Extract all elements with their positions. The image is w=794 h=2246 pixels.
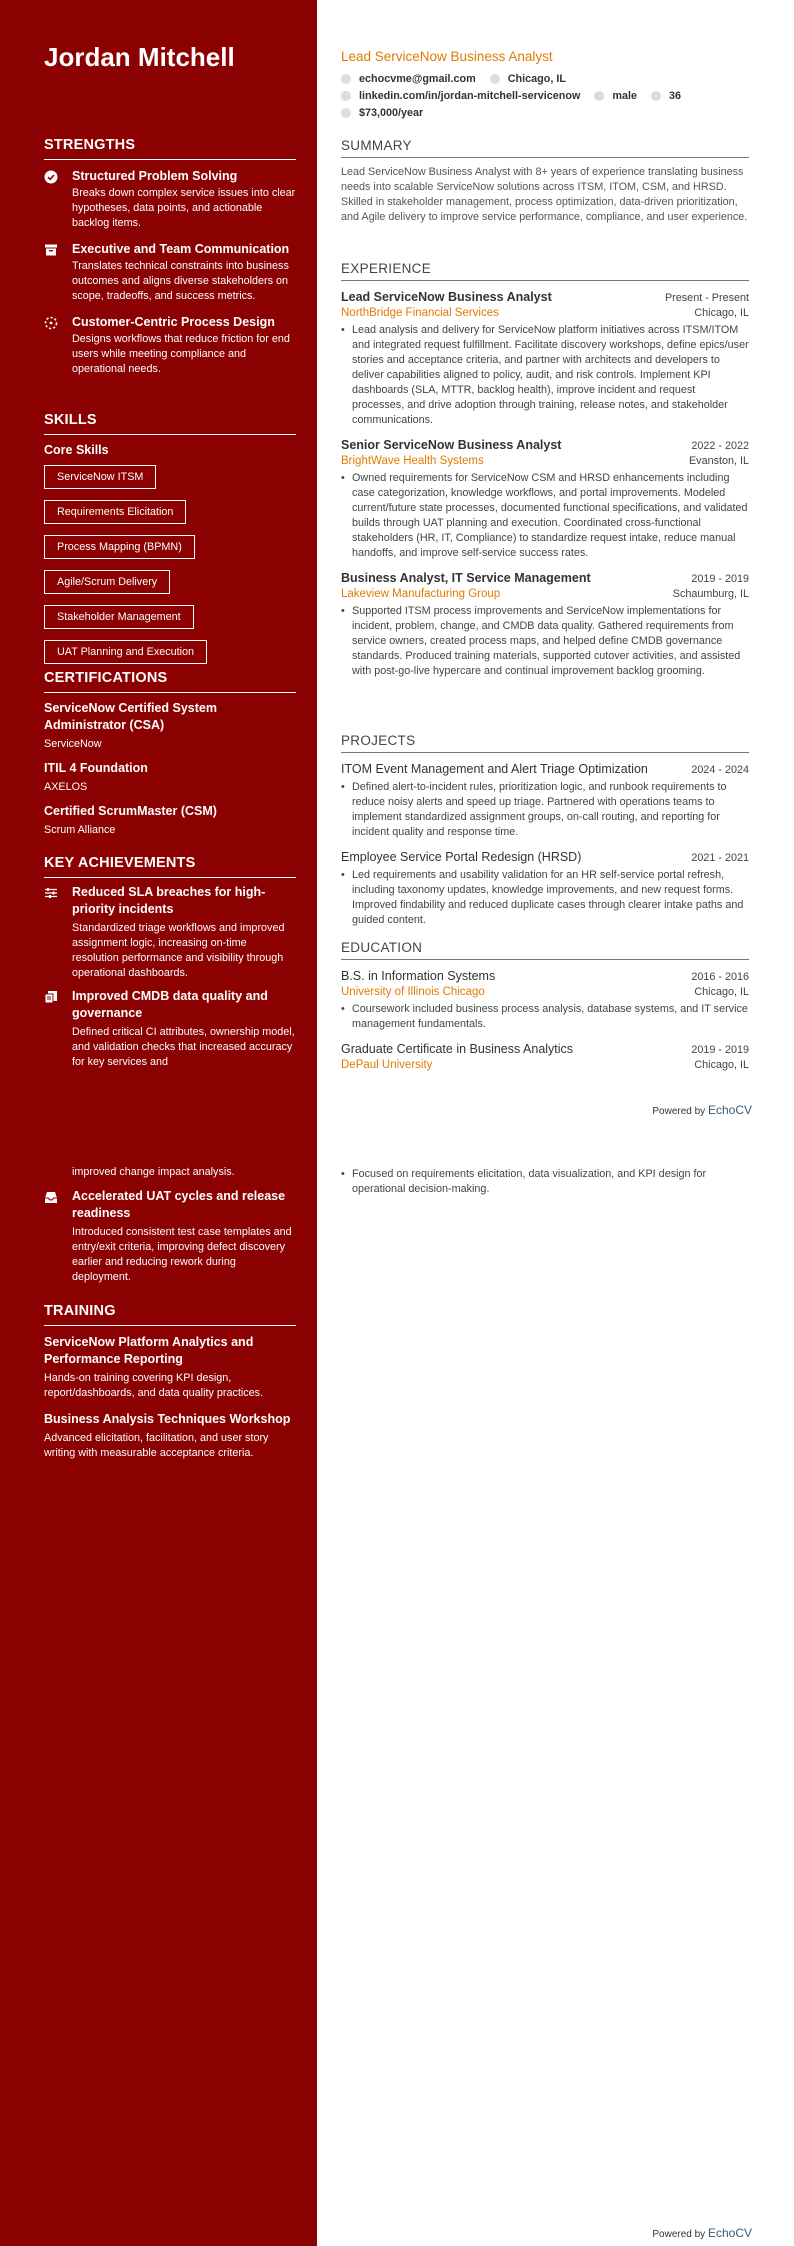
user-icon (594, 91, 604, 101)
edu-date: 2016 - 2016 (691, 971, 749, 983)
experience-entry: Business Analyst, IT Service Management 2019 - 2019 Lakeview Manufacturing Group Schaumburg, IL • Supported ITSM process improvements and ServiceNow implementations for incident, problem, change, and CMDB data quality. Gathered requirements from service owners, created process maps, and helped define CMDB governance standards. Produced training materials, supported cutover activities, and assisted with post-go-live hypercare and continual improvement backlog grooming. (341, 571, 749, 677)
achievement-title: Reduced SLA breaches for high-priority incidents (72, 885, 266, 916)
exp-loc: Chicago, IL (694, 307, 749, 319)
archive-icon (44, 243, 58, 257)
strength-item (44, 168, 296, 231)
achievement-item (44, 884, 296, 981)
education-entry: B.S. in Information Systems 2016 - 2016 University of Illinois Chicago Chicago, IL • Coursework included business process analysis, database systems, and IT service management fundamentals. (341, 969, 749, 1030)
powered-label: Powered by (652, 1106, 706, 1117)
education-entry (341, 1042, 749, 1071)
check-circle-icon (44, 170, 58, 184)
education-bullet-continued: • Focused on requirements elicitation, data visualization, and KPI design for operational decision-making. (341, 1163, 749, 1197)
exp-org: NorthBridge Financial Services (341, 307, 499, 319)
project-bullet: Led requirements and usability validation for an HR self-service portal refresh, including taxonomy updates, knowledge improvements, and new request forms. Improved findability and reduced duplicate cases through clearer intake paths and guided content. (352, 869, 744, 926)
exp-bullet: Lead analysis and delivery for ServiceNow platform initiatives across ITSM/ITOM and integrated request fulfillment. Facilitate discovery workshops, define epics/user stories and acceptance criteria, and partner with architects and developers to deliver capabilities aligned to policy, audit, and risk controls. Implement KPI dashboards (SLA, MTTR, backlog health), improve incident and request processes, and drive adoption through training, release notes, and stakeholder communications. (352, 324, 749, 426)
project-entry: ITOM Event Management and Alert Triage Optimization 2024 - 2024 • Defined alert-to-incident rules, prioritization logic, and runbook requirements to reduce noisy alerts and speed up triage. Partnered with operations teams to implement standardized assignment groups, on-call routing, and reporting for incident quality and response time. (341, 762, 749, 838)
exp-loc: Evanston, IL (688, 455, 749, 467)
strength-desc: Translates technical constraints into business outcomes and aligns diverse stakeholders on scope, tradeoffs, and success metrics. (72, 260, 289, 302)
link-icon (341, 91, 351, 101)
brand-logo[interactable]: EchoCV (707, 2226, 752, 2240)
strength-title: Customer-Centric Process Design (72, 315, 275, 329)
exp-title: Business Analyst, IT Service Management (341, 571, 591, 585)
strength-title: Structured Problem Solving (72, 169, 238, 183)
achievement-title: Accelerated UAT cycles and release readiness (72, 1189, 286, 1220)
exp-org: BrightWave Health Systems (341, 455, 484, 467)
project-date: 2021 - 2021 (691, 852, 749, 864)
exp-org: Lakeview Manufacturing Group (341, 588, 501, 600)
project-date: 2024 - 2024 (691, 764, 749, 776)
inbox-icon (44, 1190, 58, 1204)
education-list (341, 969, 749, 1081)
contact-gender: male (612, 89, 637, 102)
achievements-heading: KEY ACHIEVEMENTS (44, 855, 296, 878)
strength-desc: Breaks down complex service issues into clear hypotheses, data points, and actionable backlog items. (72, 187, 296, 229)
edu-degree: Graduate Certificate in Business Analytics (341, 1042, 574, 1056)
exp-date: 2022 - 2022 (691, 440, 749, 452)
cert-name: ServiceNow Certified System Administrator (CSA) (44, 701, 217, 732)
edu-date: 2019 - 2019 (691, 1044, 749, 1056)
summary-text: Lead ServiceNow Business Analyst with 8+ years of experience translating business needs into scalable ServiceNow solutions across ITSM, ITOM, CSM, and HRSD. Skilled in stakeholder management, process optimization, data-driven prioritization, and Agile delivery to improve service performance, compliance, and user experience. (341, 166, 748, 223)
powered-label: Powered by (652, 2229, 706, 2240)
achievement-desc: Defined critical CI attributes, ownership model, and validation checks that increased accuracy for key services and (72, 1026, 295, 1068)
skill-tag: Process Mapping (BPMN) (44, 535, 195, 559)
dashed-circle-icon (44, 316, 58, 330)
experience-entry: Senior ServiceNow Business Analyst 2022 - 2022 BrightWave Health Systems Evanston, IL • Owned requirements for ServiceNow CSM and HRSD enhancements including case categorization, knowledge workflows, and portal improvements. Modeled current/future state processes, documented functional specifications, and validated builds through UAT planning and execution. Coordinated cross-functional stakeholders (HR, IT, Compliance) to standardize request intake, reduce manual handoffs, and improve self-service success rates. (341, 438, 749, 559)
cert-issuer: AXELOS (44, 781, 88, 793)
cert-name: Certified ScrumMaster (CSM) (44, 804, 217, 818)
contact-age: 36 (669, 89, 682, 102)
skill-tag: Requirements Elicitation (44, 500, 186, 524)
contact-location: Chicago, IL (507, 72, 566, 85)
certifications-list (44, 700, 296, 846)
project-bullet: Defined alert-to-incident rules, prioritization logic, and runbook requirements to reduce noisy alerts and speed up triage. Partnered with operations teams to implement standardized assignment groups, on-call routing, and reporting for incident quality and response time. (352, 781, 727, 838)
email-icon (341, 74, 351, 84)
edu-bullet: Coursework included business process analysis, database systems, and IT service management fundamentals. (352, 1003, 748, 1030)
exp-date: Present - Present (664, 292, 749, 304)
cert-issuer: Scrum Alliance (44, 824, 116, 836)
training-name: ServiceNow Platform Analytics and Performance Reporting (44, 1335, 254, 1366)
skills-subheading: Core Skills (44, 443, 109, 457)
exp-title: Lead ServiceNow Business Analyst (341, 290, 552, 304)
achievement-item (44, 1188, 296, 1285)
sliders-icon (44, 886, 58, 900)
achievement-title: Improved CMDB data quality and governance (72, 989, 268, 1020)
achievement-desc: Standardized triage workflows and improved assignment logic, increasing on-time resolution performance and visibility through operational dashboards. (72, 922, 285, 979)
projects-list (341, 762, 749, 938)
calendar-icon (651, 91, 661, 101)
skill-tag: ServiceNow ITSM (44, 465, 156, 489)
projects-heading: PROJECTS (341, 733, 749, 753)
edu-school: DePaul University (341, 1059, 433, 1071)
training-list (44, 1334, 296, 1471)
contact-email[interactable]: echocvme@gmail.com (359, 72, 476, 85)
achievement-desc: Introduced consistent test case templates and entry/exit criteria, improving defect discovery earlier and reducing rework during deployment. (72, 1226, 292, 1283)
certifications-heading: CERTIFICATIONS (44, 670, 296, 693)
skill-tag: Stakeholder Management (44, 605, 194, 629)
training-heading: TRAINING (44, 1303, 296, 1326)
powered-by-footer (652, 1103, 752, 1117)
experience-entry: Lead ServiceNow Business Analyst Present - Present NorthBridge Financial Services Chicago, IL • Lead analysis and delivery for ServiceNow platform initiatives across ITSM/ITOM and integrated request fulfillment. Facilitate discovery workshops, define epics/user stories and acceptance criteria, and partner with architects and developers to deliver capabilities aligned to policy, audit, and risk controls. Implement KPI dashboards (SLA, MTTR, backlog health), improve incident and request processes, and drive adoption through training, release notes, and stakeholder communications. (341, 290, 749, 426)
exp-bullet: Owned requirements for ServiceNow CSM and HRSD enhancements including case categorization, knowledge workflows, and portal improvements. Modeled current/future state processes, documented functional specifications, and validated builds through UAT planning and execution. Coordinated cross-functional stakeholders (HR, IT, Compliance) to standardize request intake, reduce manual handoffs, and improve self-service success rates. (352, 472, 748, 559)
strength-item (44, 314, 296, 377)
cert-issuer: ServiceNow (44, 738, 102, 750)
project-title: Employee Service Portal Redesign (HRSD) (341, 850, 582, 864)
summary-heading: SUMMARY (341, 138, 749, 158)
strength-item (44, 241, 296, 304)
strength-title: Executive and Team Communication (72, 242, 290, 256)
exp-loc: Schaumburg, IL (672, 588, 749, 600)
education-heading: EDUCATION (341, 940, 749, 960)
contact-linkedin[interactable]: linkedin.com/in/jordan-mitchell-servicenow (359, 89, 581, 102)
contact-block (341, 70, 749, 121)
skill-tag: UAT Planning and Execution (44, 640, 207, 664)
brand-logo[interactable]: EchoCV (707, 1103, 752, 1117)
skills-heading: SKILLS (44, 412, 296, 435)
copy-icon (44, 990, 58, 1004)
project-entry: Employee Service Portal Redesign (HRSD) 2021 - 2021 • Led requirements and usability validation for an HR self-service portal refresh, including taxonomy updates, knowledge improvements, and new request forms. Improved findability and reduced duplicate cases through clearer intake paths and guided content. (341, 850, 749, 926)
edu-loc: Chicago, IL (694, 1059, 749, 1071)
skills-list (44, 443, 296, 675)
salary-icon (341, 108, 351, 118)
experience-heading: EXPERIENCE (341, 261, 749, 281)
training-desc: Hands-on training covering KPI design, report/dashboards, and data quality practices. (44, 1372, 264, 1399)
job-title: Lead ServiceNow Business Analyst (341, 49, 553, 64)
exp-bullet: Supported ITSM process improvements and ServiceNow implementations for incident, problem, change, and CMDB data quality. Gathered requirements from service owners, created process maps, and helped define CMDB governance standards. Produced training materials, supported cutover activities, and assisted with post-go-live hypercare and continual improvement backlog grooming. (352, 605, 741, 677)
achievement-item (44, 988, 296, 1070)
candidate-name: Jordan Mitchell (44, 42, 235, 72)
exp-date: 2019 - 2019 (691, 573, 749, 585)
strengths-heading: STRENGTHS (44, 137, 296, 160)
edu-school: University of Illinois Chicago (341, 986, 485, 998)
exp-title: Senior ServiceNow Business Analyst (341, 438, 562, 452)
project-title: ITOM Event Management and Alert Triage Optimization (341, 762, 648, 776)
strength-desc: Designs workflows that reduce friction for end users while meeting compliance and operational needs. (72, 333, 290, 375)
experience-list (341, 290, 749, 689)
training-desc: Advanced elicitation, facilitation, and user story writing with measurable acceptance criteria. (44, 1432, 269, 1459)
achievement-desc-continued: improved change impact analysis. (72, 1166, 235, 1178)
contact-salary: $73,000/year (359, 106, 424, 119)
cert-name: ITIL 4 Foundation (44, 761, 148, 775)
training-name: Business Analysis Techniques Workshop (44, 1412, 291, 1426)
edu-bullet: Focused on requirements elicitation, data visualization, and KPI design for operational decision-making. (352, 1168, 707, 1195)
strengths-list (44, 168, 296, 387)
powered-by-footer (652, 2226, 752, 2240)
location-icon (490, 74, 500, 84)
edu-loc: Chicago, IL (694, 986, 749, 998)
sidebar (0, 0, 317, 2246)
skill-tag: Agile/Scrum Delivery (44, 570, 170, 594)
edu-degree: B.S. in Information Systems (341, 969, 496, 983)
